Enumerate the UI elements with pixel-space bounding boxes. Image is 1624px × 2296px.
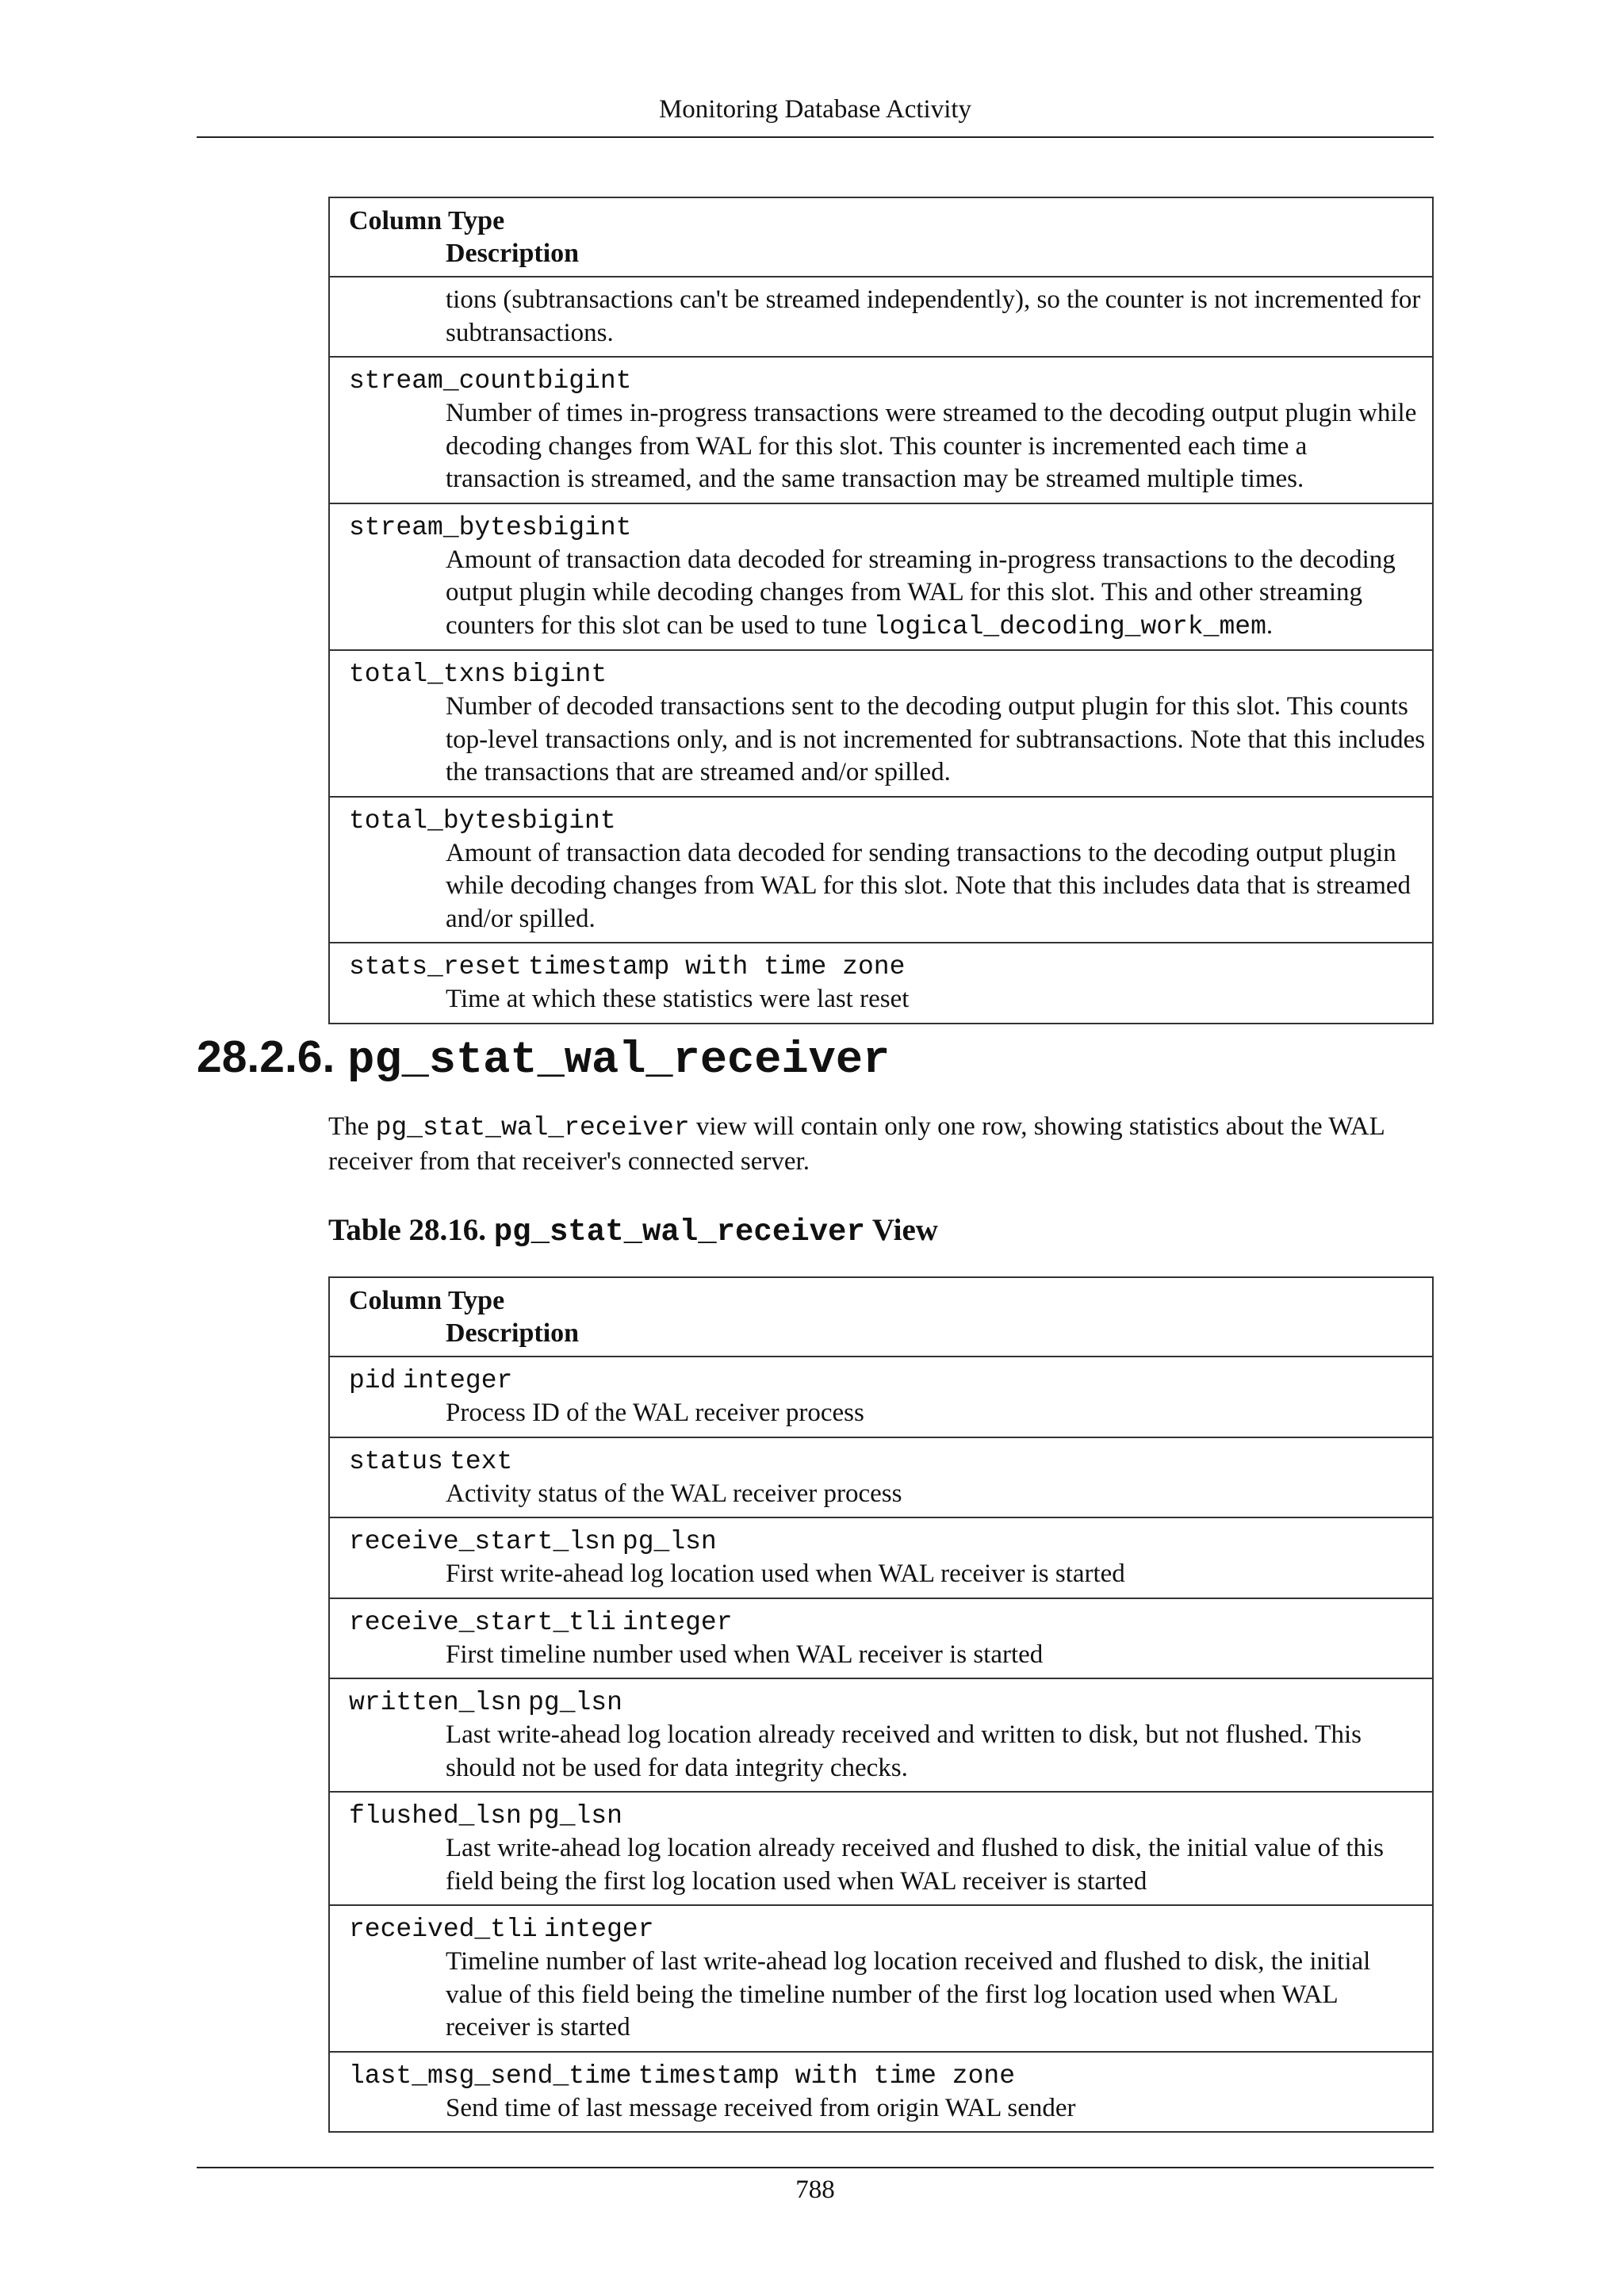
column-description: Timeline number of last write-ahead log location received and flushed to disk, the initial value of this field being the timeline number of the first log location used when WAL receiver is started — [446, 1947, 1371, 2042]
wal-receiver-table — [328, 1276, 1434, 2133]
table-label: Table 28.16. — [328, 1213, 487, 1247]
column-def — [349, 1912, 1426, 1946]
table-row — [330, 1356, 1432, 1437]
table-row — [330, 1791, 1432, 1904]
intro-text-end: view will contain only one row, showing statistics about the WAL receiver from that receiver's connected server. — [328, 1112, 1385, 1176]
table-row — [330, 796, 1432, 943]
column-description: Last write-ahead log location already received and written to disk, but not flushed. This should not be used for data integrity checks. — [446, 1720, 1362, 1782]
table-row — [330, 1517, 1432, 1598]
section-heading — [197, 1029, 890, 1089]
table-suffix: View — [871, 1213, 938, 1247]
table-row — [330, 942, 1432, 1023]
page-number: 788 — [795, 2175, 835, 2204]
description-header: Description — [446, 239, 580, 268]
column-name: received_tli — [349, 1915, 538, 1944]
column-name: stream_count — [349, 366, 538, 396]
view-name: pg_stat_wal_receiver — [375, 1113, 690, 1142]
column-description — [349, 544, 1426, 644]
table-header-row — [330, 198, 1432, 276]
column-name: last_msg_send_time — [349, 2061, 632, 2091]
replication-slot-stats-table — [328, 197, 1434, 1024]
column-description: First write-ahead log location used when WAL receiver is started — [446, 1559, 1125, 1588]
running-header: Monitoring Database Activity — [658, 95, 972, 124]
column-def — [349, 1525, 1426, 1558]
column-name: written_lsn — [349, 1688, 522, 1717]
column-def — [349, 1799, 1426, 1832]
table-row — [330, 356, 1432, 503]
column-type: bigint — [521, 806, 616, 836]
table-row — [330, 503, 1432, 650]
column-name: receive_start_lsn — [349, 1527, 616, 1556]
footer-rule — [197, 2167, 1434, 2168]
column-name: total_bytes — [349, 806, 522, 836]
table-row — [330, 1437, 1432, 1517]
column-def — [349, 2059, 1426, 2092]
column-def — [349, 1445, 1426, 1478]
column-description: Last write-ahead log location already received and flushed to disk, the initial value of this field being the first log location used when WAL receiver is started — [446, 1834, 1385, 1896]
header-rule — [197, 136, 1434, 138]
column-type-header: Column Type — [349, 1286, 505, 1315]
column-def — [349, 364, 1426, 397]
table-row — [330, 2051, 1432, 2132]
column-type-header: Column Type — [349, 206, 505, 235]
column-type: pg_lsn — [622, 1527, 717, 1556]
column-def — [349, 657, 1426, 691]
column-description: First timeline number used when WAL receiver is started — [446, 1640, 1044, 1669]
column-description: Number of decoded transactions sent to the decoding output plugin for this slot. This counts top-level transactions only, and is not incremented for subtransactions. Note that this includes the transactions that are streamed and/or spilled. — [446, 692, 1426, 786]
table-header-row — [330, 1278, 1432, 1356]
table-view-name: pg_stat_wal_receiver — [493, 1215, 865, 1249]
description-header: Description — [446, 1318, 580, 1348]
table-row — [330, 1678, 1432, 1791]
column-description: Number of times in-progress transactions were streamed to the decoding output plugin while decoding changes from WAL for this slot. This counter is incremented each time a transaction is streamed, and the same transaction may be streamed multiple times. — [446, 399, 1417, 493]
continued-description: tions (subtransactions can't be streamed independently), so the counter is not incremented for subtransactions. — [446, 285, 1421, 347]
column-name: flushed_lsn — [349, 1801, 522, 1831]
column-name: stats_reset — [349, 952, 522, 982]
column-type: bigint — [537, 366, 632, 396]
column-type: timestamp with time zone — [638, 2061, 1015, 2091]
column-type: integer — [402, 1366, 513, 1395]
column-name: pid — [349, 1366, 396, 1395]
column-type: bigint — [537, 512, 632, 542]
section-number: 28.2.6. — [197, 1031, 335, 1082]
column-name: receive_start_tli — [349, 1607, 616, 1637]
table-row — [330, 1904, 1432, 2051]
column-description: Send time of last message received from origin WAL sender — [446, 2093, 1076, 2122]
column-name: status — [349, 1446, 443, 1476]
description-text: Amount of transaction data decoded for streaming in-progress transactions to the decoding output plugin while decoding changes from WAL for this slot. This and other streaming counters for this slot can be used to tune — [446, 545, 1396, 640]
guc-reference: logical_decoding_work_mem — [873, 611, 1266, 641]
table-row — [330, 1598, 1432, 1678]
column-description: Amount of transaction data decoded for sending transactions to the decoding output plugin while decoding changes from WAL for this slot. Note that this includes data that is streamed and/or spilled. — [446, 838, 1411, 933]
column-description: Activity status of the WAL receiver process — [446, 1479, 902, 1508]
intro-text-start: The — [328, 1112, 370, 1141]
column-def — [349, 950, 1426, 983]
column-type: pg_lsn — [528, 1801, 622, 1831]
column-type: integer — [622, 1607, 733, 1637]
column-type: bigint — [512, 660, 607, 689]
continued-row — [330, 276, 1432, 356]
column-name: stream_bytes — [349, 512, 538, 542]
column-def — [349, 1364, 1426, 1397]
column-def — [349, 804, 1426, 837]
description-end: . — [1266, 610, 1274, 640]
column-def — [349, 511, 1426, 544]
column-def — [349, 1605, 1426, 1639]
column-type: timestamp with time zone — [528, 952, 906, 982]
intro-paragraph — [328, 1110, 1434, 1178]
column-description: Process ID of the WAL receiver process — [446, 1399, 864, 1427]
column-type: integer — [543, 1915, 654, 1944]
column-def — [349, 1686, 1426, 1719]
column-name: total_txns — [349, 660, 507, 689]
table-caption — [328, 1211, 938, 1252]
column-type: text — [450, 1446, 513, 1476]
section-code: pg_stat_wal_receiver — [347, 1035, 891, 1086]
column-description: Time at which these statistics were last reset — [446, 985, 910, 1013]
column-type: pg_lsn — [528, 1688, 622, 1717]
table-row — [330, 649, 1432, 796]
